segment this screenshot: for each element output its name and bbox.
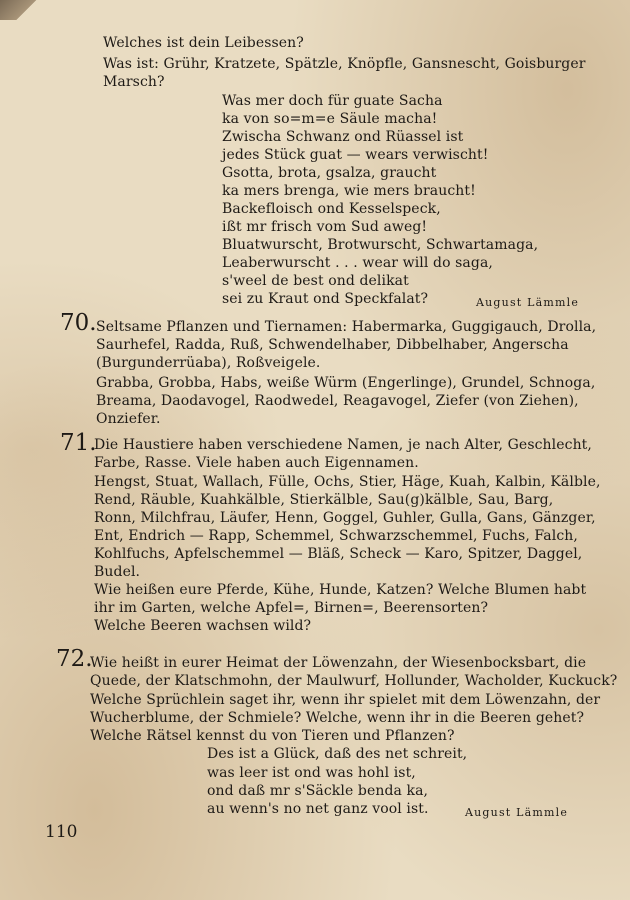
section-number: 70. <box>60 310 97 336</box>
section-line: Breama, Daodavogel, Raodwedel, Reagavogel, Ziefer (von Ziehen), <box>96 393 579 409</box>
poem-line: au wenn's no net ganz vool ist. <box>207 801 429 817</box>
poem-line: ka mers brenga, wie mers braucht! <box>222 183 476 199</box>
section-line: Wie heißt in eurer Heimat der Löwenzahn, der Wiesenbocksbart, die <box>90 655 587 671</box>
section-line: Welche Beeren wachsen wild? <box>94 618 312 634</box>
section-number: 72. <box>56 646 93 672</box>
section-line: Welche Sprüchlein saget ihr, wenn ihr spielet mit dem Löwenzahn, der <box>90 692 601 708</box>
poem-line: Bluatwurscht, Brotwurscht, Schwartamaga, <box>222 237 539 253</box>
section-line: Wie heißen eure Pferde, Kühe, Hunde, Katzen? Welche Blumen habt <box>94 582 587 598</box>
page-number: 110 <box>45 822 78 842</box>
section-line: Kohlfuchs, Apfelschemmel — Bläß, Scheck — Karo, Spitzer, Daggel, <box>94 546 583 562</box>
torn-corner <box>0 0 40 20</box>
section-line: Ent, Endrich — Rapp, Schemmel, Schwarzschemmel, Fuchs, Falch, <box>94 528 578 544</box>
section-line: Hengst, Stuat, Wallach, Fülle, Ochs, Stier, Häge, Kuah, Kalbin, Kälble, <box>94 474 601 490</box>
section-line: Onziefer. <box>96 411 161 427</box>
section-line: Quede, der Klatschmohn, der Maulwurf, Hollunder, Wacholder, Kuckuck? <box>90 673 618 689</box>
poem-line: ka von so=m=e Säule macha! <box>222 111 438 127</box>
header-line: Was ist: Grühr, Kratzete, Spätzle, Knöpfle, Gansnescht, Goisburger <box>103 56 586 72</box>
poem-line: Leaberwurscht . . . wear will do saga, <box>222 255 493 271</box>
section-line: Farbe, Rasse. Viele haben auch Eigennamen. <box>94 455 419 471</box>
author-signature: August Lämmle <box>476 296 580 309</box>
section-line: Wucherblume, der Schmiele? Welche, wenn ihr in die Beeren gehet? <box>90 710 585 726</box>
poem-line: jedes Stück guat — wears verwischt! <box>222 147 489 163</box>
section-line: Saurhefel, Radda, Ruß, Schwendelhaber, Dibbelhaber, Angerscha <box>96 337 569 353</box>
section-line: ihr im Garten, welche Apfel=, Birnen=, Beerensorten? <box>94 600 489 616</box>
section-line: Seltsame Pflanzen und Tiernamen: Habermarka, Guggigauch, Drolla, <box>96 319 597 335</box>
section-line: Budel. <box>94 564 141 580</box>
poem-line: Des ist a Glück, daß des net schreit, <box>207 746 468 762</box>
poem-line: Backefloisch ond Kesselspeck, <box>222 201 441 217</box>
poem-line: s'weel de best ond delikat <box>222 273 409 289</box>
poem-line: sei zu Kraut ond Speckfalat? <box>222 291 429 307</box>
section-line: Welche Rätsel kennst du von Tieren und Pflanzen? <box>90 728 455 744</box>
section-number: 71. <box>60 430 97 456</box>
section-line: Die Haustiere haben verschiedene Namen, je nach Alter, Geschlecht, <box>94 437 592 453</box>
poem-line: was leer ist ond was hohl ist, <box>207 765 416 781</box>
poem-line: Was mer doch für guate Sacha <box>222 93 443 109</box>
poem-line: Gsotta, brota, gsalza, graucht <box>222 165 437 181</box>
author-signature: August Lämmle <box>465 806 569 819</box>
section-line: (Burgunderrüaba), Roßveigele. <box>96 355 321 371</box>
header-line: Marsch? <box>103 74 165 90</box>
header-line: Welches ist dein Leibessen? <box>103 35 304 51</box>
section-line: Rend, Räuble, Kuahkälble, Stierkälble, Sau(g)kälble, Sau, Barg, <box>94 492 554 508</box>
poem-line: Zwischa Schwanz ond Rüassel ist <box>222 129 464 145</box>
section-line: Ronn, Milchfrau, Läufer, Henn, Goggel, Guhler, Gulla, Gans, Gänzger, <box>94 510 596 526</box>
poem-line: ißt mr frisch vom Sud aweg! <box>222 219 428 235</box>
section-line: Grabba, Grobba, Habs, weiße Würm (Engerlinge), Grundel, Schnoga, <box>96 375 596 391</box>
poem-line: ond daß mr s'Säckle benda ka, <box>207 783 429 799</box>
